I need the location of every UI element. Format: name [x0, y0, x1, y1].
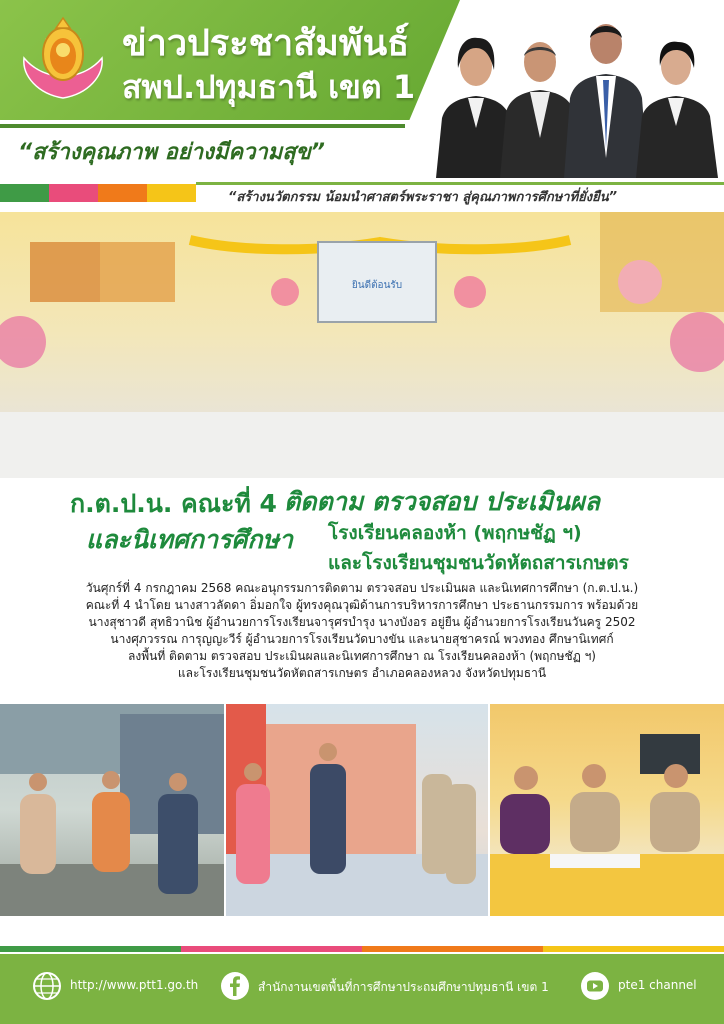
header	[0, 0, 724, 212]
executive-4	[636, 42, 718, 178]
header-divider	[0, 124, 405, 128]
header-title: ข่าวประชาสัมพันธ์	[122, 23, 410, 64]
headline-school-1: โรงเรียนคลองห้า (พฤกษชัฏ ฯ)	[328, 522, 582, 544]
footer-bar-yellow	[543, 946, 724, 952]
news-body-line: และโรงเรียนชุมชนวัดหัตถสารเกษตร อำเภอคลองหลวง จังหวัดปทุมธานี	[177, 666, 547, 680]
motto-divider	[196, 182, 724, 185]
office-emblem-logo	[18, 14, 108, 104]
site-visit-photo-1	[0, 704, 224, 916]
youtube-channel-name[interactable]: pte1 channel	[618, 978, 697, 992]
footer-bar-orange	[362, 946, 543, 952]
primary-motto: “สร้างคุณภาพ อย่างมีความสุข”	[18, 140, 325, 165]
news-body-line: นางศุภวรรณ การุญญะวีร์ ผู้อำนวยการโรงเรียนวัดบางขัน และนายสุชาครณ์ พวงทอง ศึกษานิเทศก์	[110, 632, 614, 646]
group-photo	[0, 212, 724, 482]
news-body-line: นางสุชาวดี สุทธิวานิช ผู้อำนวยการโรงเรียนจารุศรบำรุง นางบังอร อยู่ยืน ผู้อำนวยการโรงเรียนวันครู 2502	[88, 615, 636, 629]
color-bar-pink	[49, 184, 98, 202]
facebook-page-name[interactable]: สำนักงานเขตพื้นที่การศึกษาประถมศึกษาปทุมธานี เขต 1	[258, 980, 549, 994]
site-visit-photo-2	[226, 704, 488, 916]
website-link[interactable]: http://www.ptt1.go.th	[70, 978, 199, 992]
headline-committee: ก.ต.ป.น. คณะที่ 4	[70, 489, 277, 518]
headline-monitoring: ติดตาม ตรวจสอบ ประเมินผล	[284, 487, 600, 516]
brand-color-bars	[0, 184, 196, 202]
executive-3	[564, 24, 648, 178]
news-body-line: วันศุกร์ที่ 4 กรกฎาคม 2568 คณะอนุกรรมการติดตาม ตรวจสอบ ประเมินผล และนิเทศการศึกษา (ก.ต.ป.น.)	[85, 581, 639, 595]
footer-color-stripe	[0, 946, 724, 952]
news-body-line: คณะที่ 4 นำโดย นางสาวลัดดา อิ่มอกใจ ผู้ทรงคุณวุฒิด้านการบริหารการศึกษา ประธานกรรมการ พร้อมด้วย	[85, 598, 639, 612]
color-bar-yellow	[147, 184, 196, 202]
headline-school-2: และโรงเรียนชุมชนวัดหัตถสารเกษตร	[328, 552, 629, 574]
footer-bar-pink	[181, 946, 362, 952]
secondary-motto: “สร้างนวัตกรรม น้อมนำศาสตร์พระราชา สู่คุณภาพการศึกษาที่ยั่งยืน”	[228, 190, 618, 205]
color-bar-green	[0, 184, 49, 202]
executives-photo	[428, 8, 724, 178]
welcome-banner-text: ยินดีต้อนรับ	[351, 280, 403, 291]
header-subtitle: สพป.ปทุมธานี เขต 1	[122, 68, 416, 106]
globe-icon[interactable]	[32, 971, 62, 1001]
facebook-icon[interactable]	[220, 971, 250, 1001]
news-body-line: ลงพื้นที่ ติดตาม ตรวจสอบ ประเมินผลและนิเทศการศึกษา ณ โรงเรียนคลองห้า (พฤกษชัฏ ฯ)	[128, 649, 596, 663]
color-bar-orange	[98, 184, 147, 202]
group-photo-scene	[0, 212, 724, 482]
youtube-icon[interactable]	[580, 971, 610, 1001]
footer-bar-green	[0, 946, 181, 952]
headline-supervision: และนิเทศการศึกษา	[86, 525, 293, 554]
site-visit-photo-3	[490, 704, 724, 916]
news-body	[20, 580, 704, 682]
